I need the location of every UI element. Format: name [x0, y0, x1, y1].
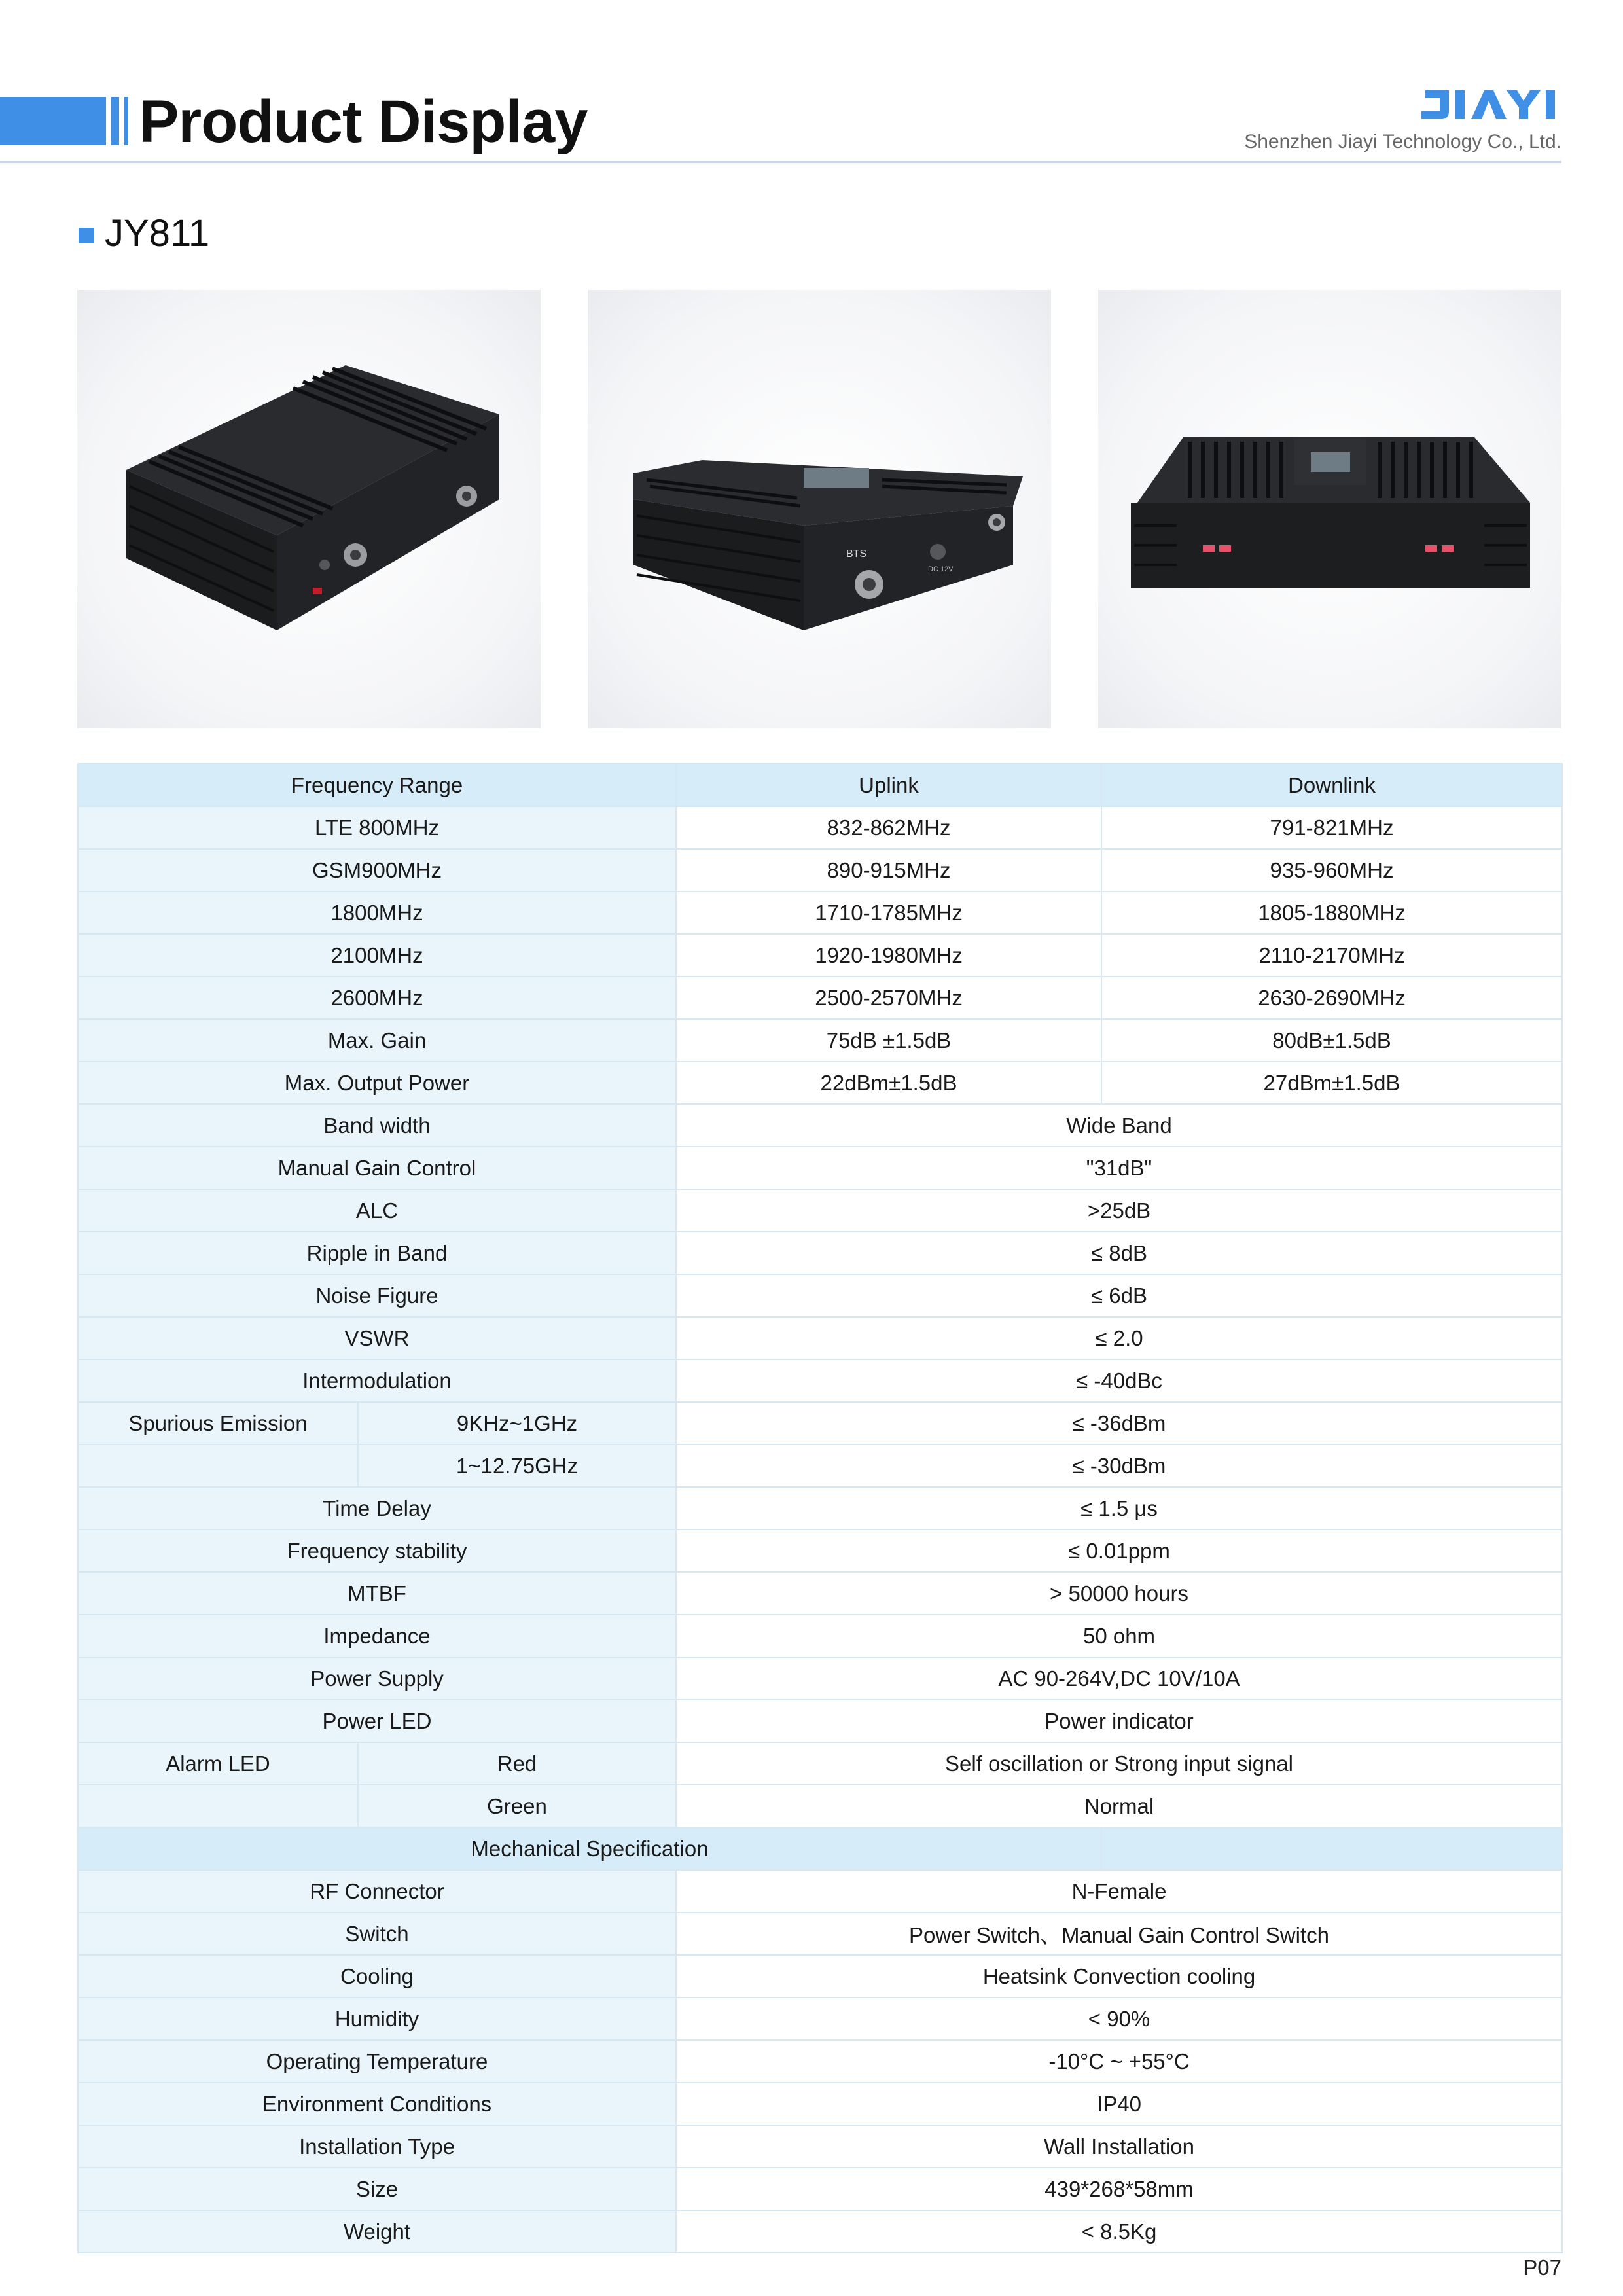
- row-label: Environment Conditions: [78, 2083, 676, 2125]
- table-row: [78, 2125, 1562, 2168]
- row-value: Wall Installation: [676, 2125, 1562, 2168]
- downlink-value: 2110-2170MHz: [1101, 934, 1562, 977]
- table-row: [78, 1402, 1562, 1444]
- table-row: [78, 1147, 1562, 1189]
- row-label: VSWR: [78, 1317, 676, 1359]
- bullet-square-icon: [79, 228, 94, 243]
- row-label: 2600MHz: [78, 977, 676, 1019]
- table-row: [78, 1615, 1562, 1657]
- row-label: Weight: [78, 2210, 676, 2253]
- row-label: Band width: [78, 1104, 676, 1147]
- row-value: ≤ -30dBm: [676, 1444, 1562, 1487]
- uplink-value: 22dBm±1.5dB: [676, 1062, 1101, 1104]
- product-photo-angle: [77, 290, 541, 728]
- row-value: AC 90-264V,DC 10V/10A: [676, 1657, 1562, 1700]
- section-header: Mechanical Specification: [78, 1827, 1101, 1870]
- row-value: IP40: [676, 2083, 1562, 2125]
- table-row: [78, 2168, 1562, 2210]
- uplink-value: 832-862MHz: [676, 806, 1101, 849]
- row-label: Max. Gain: [78, 1019, 676, 1062]
- row-value: N-Female: [676, 1870, 1562, 1912]
- row-label: GSM900MHz: [78, 849, 676, 891]
- sub-label: 1~12.75GHz: [358, 1444, 676, 1487]
- row-label: 2100MHz: [78, 934, 676, 977]
- table-row: [78, 1657, 1562, 1700]
- table-row: [78, 1827, 1562, 1870]
- row-label: Noise Figure: [78, 1274, 676, 1317]
- row-value: ≤ 0.01ppm: [676, 1530, 1562, 1572]
- header-accent-bar: [0, 97, 106, 145]
- table-row: [78, 1062, 1562, 1104]
- downlink-value: 935-960MHz: [1101, 849, 1562, 891]
- table-row: [78, 1487, 1562, 1530]
- row-label: Frequency stability: [78, 1530, 676, 1572]
- table-row: [78, 934, 1562, 977]
- table-row: [78, 1530, 1562, 1572]
- row-label: Max. Output Power: [78, 1062, 676, 1104]
- row-label: Ripple in Band: [78, 1232, 676, 1274]
- spec-table: [77, 763, 1563, 2253]
- table-row: [78, 977, 1562, 1019]
- table-row: [78, 1274, 1562, 1317]
- downlink-value: 2630-2690MHz: [1101, 977, 1562, 1019]
- row-label: Switch: [78, 1912, 676, 1955]
- table-row: [78, 806, 1562, 849]
- table-row: [78, 1998, 1562, 2040]
- uplink-value: 1920-1980MHz: [676, 934, 1101, 977]
- table-row: [78, 2210, 1562, 2253]
- row-label: Manual Gain Control: [78, 1147, 676, 1189]
- header-cell: Downlink: [1101, 764, 1562, 806]
- table-row: [78, 2040, 1562, 2083]
- table-row: [78, 1444, 1562, 1487]
- downlink-value: 1805-1880MHz: [1101, 891, 1562, 934]
- sub-label: Red: [358, 1742, 676, 1785]
- jiayi-logo: [1419, 85, 1563, 124]
- row-label: Humidity: [78, 1998, 676, 2040]
- product-photo-front: [588, 290, 1051, 728]
- table-row: [78, 891, 1562, 934]
- sub-label: Green: [358, 1785, 676, 1827]
- row-label: Size: [78, 2168, 676, 2210]
- table-row: [78, 1232, 1562, 1274]
- row-value: < 90%: [676, 1998, 1562, 2040]
- row-label: ALC: [78, 1189, 676, 1232]
- row-value: Self oscillation or Strong input signal: [676, 1742, 1562, 1785]
- row-value: < 8.5Kg: [676, 2210, 1562, 2253]
- table-row: [78, 1955, 1562, 1998]
- row-label: RF Connector: [78, 1870, 676, 1912]
- row-value: Wide Band: [676, 1104, 1562, 1147]
- row-label: Power LED: [78, 1700, 676, 1742]
- table-row: [78, 1785, 1562, 1827]
- table-row: [78, 2083, 1562, 2125]
- uplink-value: 1710-1785MHz: [676, 891, 1101, 934]
- row-label: Impedance: [78, 1615, 676, 1657]
- header-accent-stripe: [124, 97, 128, 145]
- table-row: [78, 1317, 1562, 1359]
- row-value: 439*268*58mm: [676, 2168, 1562, 2210]
- product-photo-back: [1098, 290, 1561, 728]
- uplink-value: 890-915MHz: [676, 849, 1101, 891]
- row-value: -10°C ~ +55°C: [676, 2040, 1562, 2083]
- row-value: > 50000 hours: [676, 1572, 1562, 1615]
- group-label: [78, 1785, 358, 1827]
- row-label: 1800MHz: [78, 891, 676, 934]
- row-label: Time Delay: [78, 1487, 676, 1530]
- bts-label: BTS: [846, 548, 867, 560]
- row-label: Intermodulation: [78, 1359, 676, 1402]
- row-value: ≤ 8dB: [676, 1232, 1562, 1274]
- header-divider: [0, 161, 1561, 163]
- row-value: Normal: [676, 1785, 1562, 1827]
- row-label: Operating Temperature: [78, 2040, 676, 2083]
- section-header-filler: [1101, 1827, 1562, 1870]
- uplink-value: 2500-2570MHz: [676, 977, 1101, 1019]
- uplink-value: 75dB ±1.5dB: [676, 1019, 1101, 1062]
- row-value: ≤ 1.5 μs: [676, 1487, 1562, 1530]
- row-value: Power Switch、Manual Gain Control Switch: [676, 1912, 1562, 1955]
- row-label: LTE 800MHz: [78, 806, 676, 849]
- table-row: [78, 1019, 1562, 1062]
- row-value: Power indicator: [676, 1700, 1562, 1742]
- model-name: JY811: [105, 212, 210, 255]
- table-row: [78, 849, 1562, 891]
- table-row: [78, 1359, 1562, 1402]
- group-label: Alarm LED: [78, 1742, 358, 1785]
- page-number: P07: [1523, 2255, 1561, 2280]
- row-value: >25dB: [676, 1189, 1562, 1232]
- table-row: [78, 764, 1562, 806]
- page-title: Product Display: [139, 88, 588, 155]
- header-accent-stripe: [111, 97, 119, 145]
- row-label: Cooling: [78, 1955, 676, 1998]
- dc-label: DC 12V: [928, 565, 954, 573]
- row-label: Power Supply: [78, 1657, 676, 1700]
- row-value: Heatsink Convection cooling: [676, 1955, 1562, 1998]
- table-row: [78, 1700, 1562, 1742]
- table-row: [78, 1870, 1562, 1912]
- header-cell: Uplink: [676, 764, 1101, 806]
- row-value: ≤ 6dB: [676, 1274, 1562, 1317]
- table-row: [78, 1912, 1562, 1955]
- table-row: [78, 1572, 1562, 1615]
- downlink-value: 27dBm±1.5dB: [1101, 1062, 1562, 1104]
- row-value: ≤ -36dBm: [676, 1402, 1562, 1444]
- table-row: [78, 1189, 1562, 1232]
- row-label: Installation Type: [78, 2125, 676, 2168]
- sub-label: 9KHz~1GHz: [358, 1402, 676, 1444]
- row-value: "31dB": [676, 1147, 1562, 1189]
- header-cell: Frequency Range: [78, 764, 676, 806]
- company-name: Shenzhen Jiayi Technology Co., Ltd.: [1244, 131, 1561, 152]
- row-label: MTBF: [78, 1572, 676, 1615]
- row-value: ≤ 2.0: [676, 1317, 1562, 1359]
- table-row: [78, 1104, 1562, 1147]
- downlink-value: 791-821MHz: [1101, 806, 1562, 849]
- row-value: ≤ -40dBc: [676, 1359, 1562, 1402]
- table-row: [78, 1742, 1562, 1785]
- group-label: Spurious Emission: [78, 1402, 358, 1444]
- group-label: [78, 1444, 358, 1487]
- downlink-value: 80dB±1.5dB: [1101, 1019, 1562, 1062]
- row-value: 50 ohm: [676, 1615, 1562, 1657]
